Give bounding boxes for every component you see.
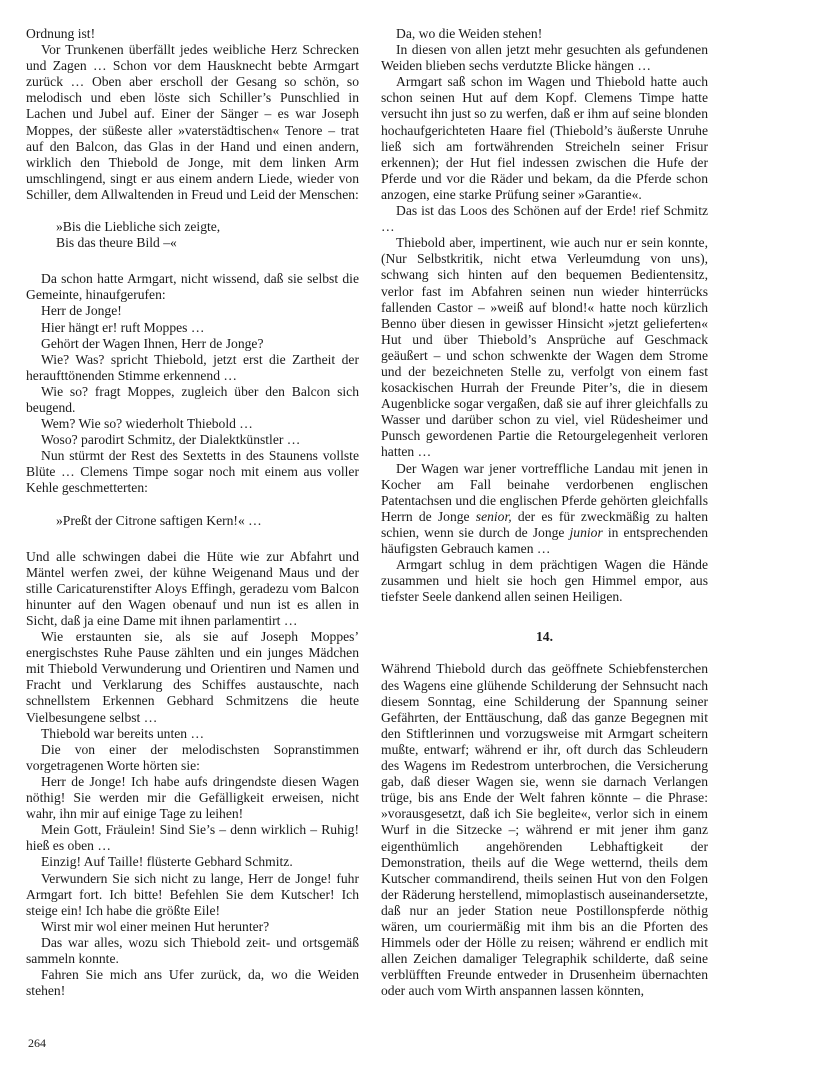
verse-quote-2 [26,513,359,529]
paragraph: Während Thiebold durch das geöffnete Schiebfensterchen des Wagens eine glühende Schilderung der Sehnsucht nach diesem Sonntag, eine Schilderung der Spannung seiner Gefährten, der Enttäuschung, daß das ganze Begegnen mit den Stiftlerinnen und vorzugsweise mit Armgart scheitern mußte, entwarf; während er ihr, oft durch das Schleudern des Wagens im Redestrom unterbrochen, die Versicherung gab, daß dieser Wagen sie, wenn sie darnach Verlangen trüge, bis ans Ende der Welt fahren könnte – die Phrase: »vorausgesetzt, daß ich Sie begleite«, verlor sich in einem Wurf in die Sitzecke –; während er mit jener ihm ganz eigenthümlich angehörenden Lebhaftigkeit der Demonstration, theils auf die Wege wetternd, theils dem Kutscher commandirend, theils seinen Hut von den Folgen der Räderung herstellend, mimoplastisch auseinandersetzte, daß nur an jeder Station neue Postillonspferde nöthig wären, um couriermäßig mit ihm bis an die Pforten des Himmels oder der Hölle zu reisen; während er endlich mit allen Zeichen damaliger Telegraphik schilderte, daß seine verblüfften Freunde entweder in Drusenheim übernachten oder auch vom Wirth anspannen lassen könnten, [381,661,708,999]
right-paragraphs-c [381,661,708,999]
paragraph: Herr de Jonge! Ich habe aufs dringendste diesen Wagen nöthig! Sie werden mir die Gefälligkeit erweisen, nicht wahr, ihn mir auf einige Tage zu leihen! [26,773,359,822]
paragraph: Wie erstaunten sie, als sie auf Joseph Moppes’ energischstes Ruhe Pause zählten und ein junges Mädchen mit Thiebold Verwunderung und Orientiren und Namen und Fracht und Verklarung des Schiffes austauschte, nach schnellstem Erkennen Gebhard Schmitzens die heute Vielbesungene selbst … [26,629,359,725]
text-run: der es für zweckmäßig zu halten schien, wenn sie durch de Jonge [381,508,708,540]
paragraph: Thiebold aber, impertinent, wie auch nur er sein konnte, (Nur Selbstkritik, nicht etwa Verleumdung von uns), schwang sich hinten auf den bequemen Bedientensitz, verlor fast im Abfahren seinen nun wieder hinterrücks fallenden Castor – »weiß auf blond!« hatte noch kürzlich Benno über diesen in gewisser Hinsicht »jetzt gelieferten« Hut und über Thiebold’s Ansprüche auf Geschmack geäußert – und schon schwenkte der Wagen dem Strome und der bezeichneten Stelle zu, verfolgt von einem fast kosackischen Hurrah der Freunde Piter’s, die in diesem Augenblicke sogar vergaßen, daß sie auf ihrer gleichfalls zu Wasser und darüber schon zu viel, viel Rüdesheimer und Punsch gewordenen Partie die Retourgelegenheit verloren hatten … [381,235,708,460]
paragraph: Die von einer der melodischsten Sopranstimmen vorgetragenen Worte hörten sie: [26,741,359,773]
verse-quote-1 [26,219,359,251]
paragraph: Wem? Wie so? wiederholt Thiebold … [41,416,253,432]
paragraph: Fahren Sie mich ans Ufer zurück, da, wo die Weiden stehen! [26,967,359,999]
paragraph: Mein Gott, Fräulein! Sind Sie’s – denn wirklich – Ruhig! hieß es oben … [26,822,359,854]
paragraph: Herr de Jonge! [41,303,122,319]
paragraph: Einzig! Auf Taille! flüsterte Gebhard Schmitz. [41,854,293,870]
paragraph: Das war alles, wozu sich Thiebold zeit- und ortsgemäß sammeln konnte. [26,934,359,966]
verse-line: »Bis die Liebliche sich zeigte, [56,219,221,235]
verse-line: Bis das theure Bild –« [56,235,177,251]
chapter-heading: 14. [536,629,553,645]
paragraph: Wie so? fragt Moppes, zugleich über den Balcon sich beugend. [26,383,359,415]
text-run: in entsprechenden häufigsten Gebrauch kamen … [381,524,708,556]
paragraph: Gehört der Wagen Ihnen, Herr de Jonge? [41,335,264,351]
left-paragraphs-c [26,549,359,1000]
paragraph: Vor Trunkenen überfällt jedes weibliche Herz Schrecken und Zagen … Schon vor dem Hausknecht bebte Armgart zurück … Oben aber erscholl der Gesang so schön, so melodisch und eben löste sich Schiller’s Punschlied in Lachen und Jubel auf. Einer der Sänger – es war Joseph Moppes, der süßeste aller »vaterstädtischen« Tenore – trat auf den Balcon, das Glas in der Hand und einen andern, wirklich den Thiebold de Jonge, mit dem linken Arm umschlingend, singt er aus einem andern Liede, wieder von Schiller, dem Allwaltenden in Freud und Leid der Menschen: [26,42,359,202]
right-paragraphs-b [381,557,708,605]
paragraph: Woso? parodirt Schmitz, der Dialektkünstler … [41,432,301,448]
italic-run: junior [569,524,603,540]
paragraph: In diesen von allen jetzt mehr gesuchten als gefundenen Weiden blieben sechs verdutzte Blicke hängen … [381,42,708,74]
paragraph: Und alle schwingen dabei die Hüte wie zur Abfahrt und Mäntel werfen zwei, der kühne Weigenand Maus und der stille Caricaturenstifter Aloys Effingh, geradezu vom Balcon hinunter auf den Wagen obenauf und nun ist es allen in Sicht, daß ja eine Dame mit ihnen parlamentirt … [26,548,359,628]
italic-run: senior, [475,508,512,524]
paragraph: Verwundern Sie sich nicht zu lange, Herr de Jonge! fuhr Armgart fort. Ich bitte! Befehlen Sie dem Kutscher! Ich steige ein! Ich habe die größte Eile! [26,870,359,918]
paragraph: Das ist das Loos des Schönen auf der Erde! rief Schmitz … [381,203,708,235]
left-paragraphs-a [26,26,359,203]
paragraph: Wie? Was? spricht Thiebold, jetzt erst die Zartheit der heraufttönenden Stimme erkennend … [26,351,359,383]
right-paragraphs-a [381,26,708,461]
paragraph-landau [381,461,708,558]
paragraph: Nun stürmt der Rest des Sextetts in des Staunens vollste Blüte … Clemens Timpe sogar noch mit einem aus voller Kehle geschmetterten: [26,448,359,496]
verse-line: »Preßt der Citrone saftigen Kern!« … [56,512,262,528]
paragraph: Thiebold war bereits unten … [41,725,205,741]
left-paragraphs-b [26,271,359,496]
paragraph: Armgart saß schon im Wagen und Thiebold hatte auch schon seinen Hut auf dem Kopf. Clemens Timpe hatte versucht ihn just so zu werfen, daß er ihm auf seine blonden hochaufgerichteten Haare fiel (Thiebold’s äußerste Unruhe ließ sich am fortwährenden Streicheln seiner Frisur erkennen); der Hut fiel indessen zwischen die Hufe der Pferde und vor die Räder und bekam, da die Pferde schon anzogen, eine starke Prüfung seiner »Garantie«. [381,74,708,202]
right-column [381,26,708,999]
page-number: 264 [28,1036,46,1050]
left-column [26,26,359,999]
paragraph: Armgart schlug in dem prächtigen Wagen die Hände zusammen und hielt sie hoch gen Himmel empor, aus tiefster Seele dankend allen seinen Heiligen. [381,557,708,605]
paragraph: Da schon hatte Armgart, nicht wissend, daß sie selbst die Gemeinte, hinaufgerufen: [26,271,359,303]
paragraph: Wirst mir wol einer meinen Hut herunter? [41,918,270,934]
paragraph: Ordnung ist! [26,26,96,41]
text-run: Der Wagen war jener vortreffliche Landau mit jenen in Kocher am Fall beinahe verdorbenen englischen Patentachsen und die englischen Pferde gehörten gleichfalls Herrn de Jonge [381,460,708,524]
paragraph: Da, wo die Weiden stehen! [396,26,543,41]
paragraph: Hier hängt er! ruft Moppes … [41,319,205,335]
